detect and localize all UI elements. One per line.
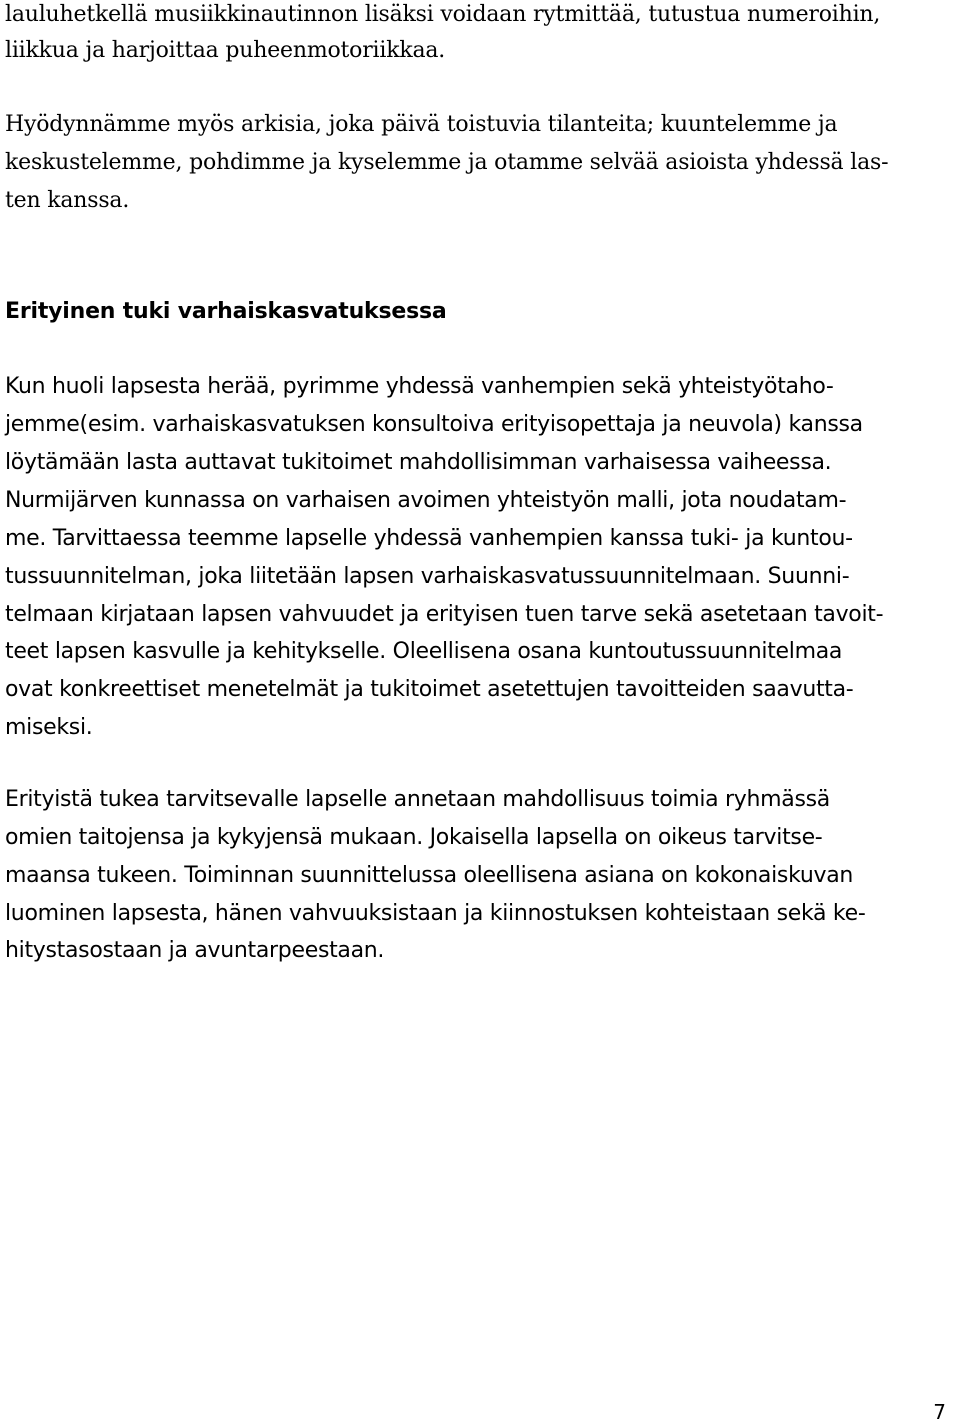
text-line: omien taitojensa ja kykyjensä mukaan. Jokaisella lapsella on oikeus tarvitse- — [5, 825, 823, 850]
text-line: telmaan kirjataan lapsen vahvuudet ja erityisen tuen tarve sekä asetetaan tavoit- — [5, 602, 884, 627]
text-line: Kun huoli lapsesta herää, pyrimme yhdessä vanhempien sekä yhteistyötaho- — [5, 374, 834, 399]
text-line: ovat konkreettiset menetelmät ja tukitoimet asetettujen tavoitteiden saavutta- — [5, 677, 854, 702]
text-line: luominen lapsesta, hänen vahvuuksistaan ja kiinnostuksen kohteistaan sekä ke- — [5, 901, 866, 926]
text-line: löytämään lasta auttavat tukitoimet mahdollisimman varhaisessa vaiheessa. — [5, 450, 832, 475]
text-line: Erityistä tukea tarvitsevalle lapselle annetaan mahdollisuus toimia ryhmässä — [5, 787, 830, 812]
text-line: maansa tukeen. Toiminnan suunnittelussa oleellisena asiana on kokonaiskuvan — [5, 863, 854, 888]
page-number: 7 — [933, 1400, 946, 1424]
text-line: miseksi. — [5, 715, 93, 740]
text-line: Nurmijärven kunnassa on varhaisen avoimen yhteistyön malli, jota noudatam- — [5, 488, 847, 513]
text-line: me. Tarvittaessa teemme lapselle yhdessä vanhempien kanssa tuki- ja kuntou- — [5, 526, 853, 551]
section-heading: Erityinen tuki varhaiskasvatuksessa — [5, 299, 447, 324]
text-line: keskustelemme, pohdimme ja kyselemme ja otamme selvää asioista yhdessä las- — [5, 150, 889, 175]
text-line: jemme(esim. varhaiskasvatuksen konsultoiva erityisopettaja ja neuvola) kanssa — [5, 412, 863, 437]
text-line: tussuunnitelman, joka liitetään lapsen varhaiskasvatussuunnitelmaan. Suunni- — [5, 564, 850, 589]
text-line: lauluhetkellä musiikkinautinnon lisäksi voidaan rytmittää, tutustua numeroihin, — [5, 2, 881, 27]
text-line: ten kanssa. — [5, 188, 130, 213]
text-line: teet lapsen kasvulle ja kehitykselle. Oleellisena osana kuntoutussuunnitelmaa — [5, 639, 843, 664]
text-line: liikkua ja harjoittaa puheenmotoriikkaa. — [5, 38, 446, 63]
text-line: Hyödynnämme myös arkisia, joka päivä toistuvia tilanteita; kuuntelemme ja — [5, 112, 838, 137]
text-line: hitystasostaan ja avuntarpeestaan. — [5, 938, 385, 963]
